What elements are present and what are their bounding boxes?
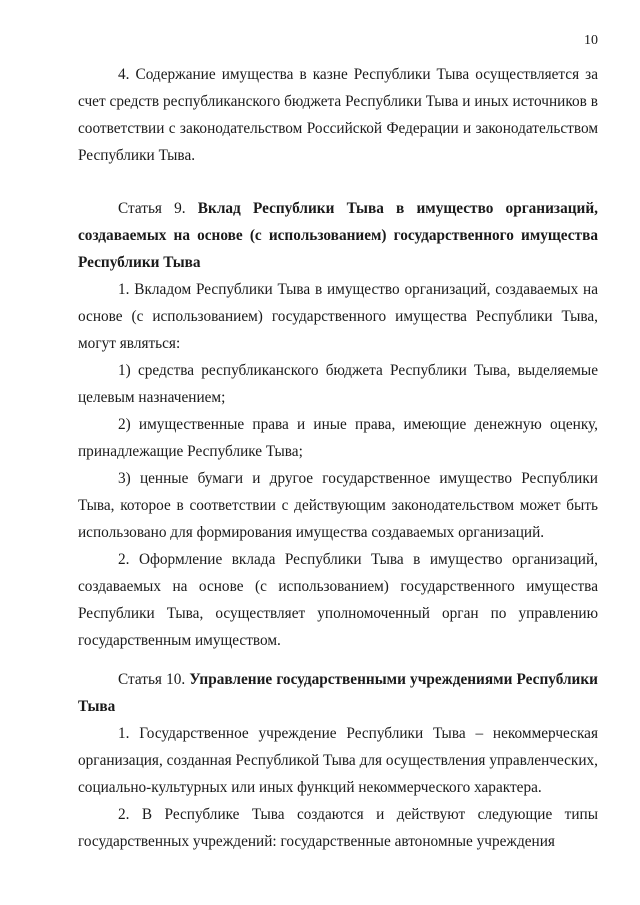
paragraph-4-block	[78, 61, 598, 169]
article-10-title: Управление государственными учреждениями Республики Тыва	[78, 671, 598, 715]
paragraph-4: 4. Содержание имущества в казне Республики Тыва осуществляется за счет средств республиканского бюджета Республики Тыва и иных источников в соответствии с законодательством Российской Федерации и законодательством Республики Тыва.	[78, 66, 598, 164]
article-10-prefix: Статья 10.	[118, 671, 190, 688]
article-10-paragraph-1: 1. Государственное учреждение Республики Тыва – некоммерческая организация, созданная Республикой Тыва для осуществления управленческих, социально-культурных или иных функций некоммерческого характера.	[78, 725, 598, 796]
article-10-paragraph-2: 2. В Республике Тыва создаются и действуют следующие типы государственных учреждений: государственные автономные учреждения	[78, 806, 598, 850]
article-9-prefix: Статья 9.	[118, 200, 198, 217]
article-9-paragraph-2: 2. Оформление вклада Республики Тыва в имущество организаций, создаваемых на основе (с использованием) государственного имущества Республики Тыва, осуществляет уполномоченный орган по управлению государственным имуществом.	[78, 551, 598, 649]
article-9-item-3: 3) ценные бумаги и другое государственное имущество Республики Тыва, которое в соответствии с действующим законодательством может быть использовано для формирования имущества создаваемых организаций.	[78, 470, 598, 541]
page-number: 10	[584, 33, 598, 48]
article-9-item-1: 1) средства республиканского бюджета Республики Тыва, выделяемые целевым назначением;	[78, 362, 598, 406]
article-9-title: Вклад Республики Тыва в имущество организаций, создаваемых на основе (с использованием) государственного имущества Республики Тыва	[78, 200, 598, 271]
article-9-block	[78, 195, 598, 654]
article-10-block	[78, 666, 598, 855]
article-9-item-2: 2) имущественные права и иные права, имеющие денежную оценку, принадлежащие Республике Тыва;	[78, 416, 598, 460]
article-10-heading	[78, 666, 598, 720]
article-9-paragraph-1: 1. Вкладом Республики Тыва в имущество организаций, создаваемых на основе (с использованием) государственного имущества Республики Тыва, могут являться:	[78, 281, 598, 352]
article-9-heading	[78, 195, 598, 276]
